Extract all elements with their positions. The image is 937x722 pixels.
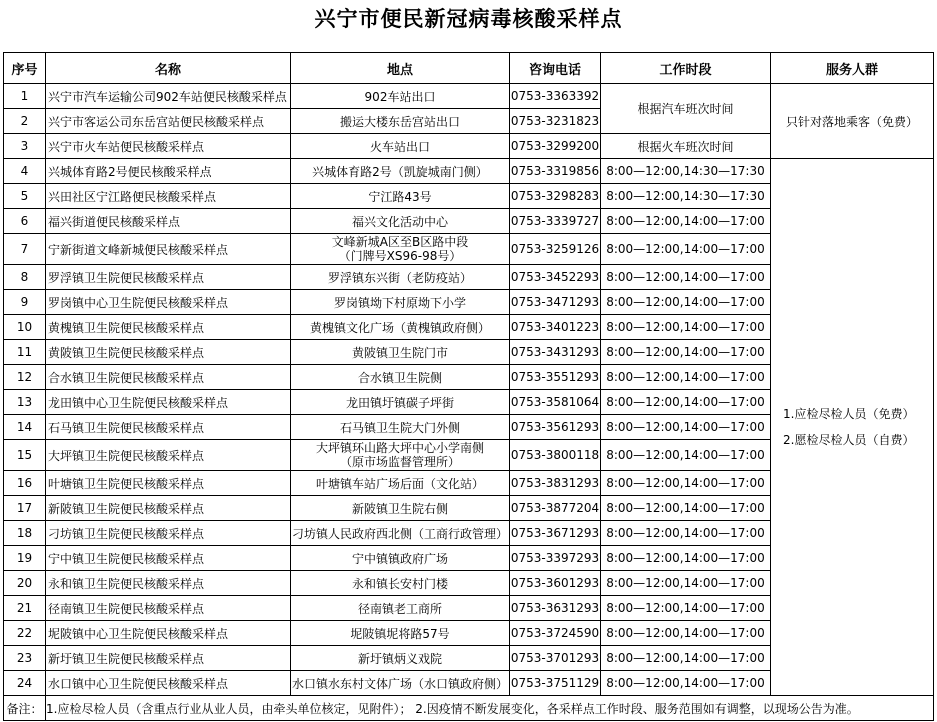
cell-phone: 0753-3397293 [510,546,601,571]
cell-no: 17 [4,496,46,521]
cell-name: 水口镇中心卫生院便民核酸采样点 [46,671,291,696]
cell-place: 新陂镇卫生院右侧 [291,496,510,521]
table-row [4,84,934,109]
cell-phone: 0753-3877204 [510,496,601,521]
cell-hours-merged: 根据火车班次时间 [601,134,771,159]
cell-hours: 8:00—12:00,14:00—17:00 [601,234,771,265]
cell-name: 福兴街道便民核酸采样点 [46,209,291,234]
cell-hours: 8:00—12:00,14:00—17:00 [601,671,771,696]
cell-place: 火车站出口 [291,134,510,159]
cell-place: 罗岗镇坳下村原坳下小学 [291,290,510,315]
cell-place: 石马镇卫生院大门外侧 [291,415,510,440]
cell-no: 18 [4,521,46,546]
cell-phone: 0753-3671293 [510,521,601,546]
cell-phone: 0753-3800118 [510,440,601,471]
cell-hours: 8:00—12:00,14:00—17:00 [601,471,771,496]
cell-hours: 8:00—12:00,14:00—17:00 [601,440,771,471]
cell-no: 24 [4,671,46,696]
cell-no: 13 [4,390,46,415]
cell-phone: 0753-3259126 [510,234,601,265]
cell-phone: 0753-3831293 [510,471,601,496]
cell-name: 龙田镇中心卫生院便民核酸采样点 [46,390,291,415]
cell-phone: 0753-3363392 [510,84,601,109]
cell-phone: 0753-3319856 [510,159,601,184]
cell-name: 兴田社区宁江路便民核酸采样点 [46,184,291,209]
cell-no: 2 [4,109,46,134]
note-text: 1.应检尽检人员（含重点行业从业人员，由牵头单位核定，见附件）； 2.因疫情不断发展变化，各采样点工作时段、服务范围如有调整，以现场公告为准。 [46,696,934,721]
cell-phone: 0753-3631293 [510,596,601,621]
cell-place: 黄槐镇文化广场（黄槐镇政府侧） [291,315,510,340]
cell-phone: 0753-3561293 [510,415,601,440]
header-no: 序号 [4,53,46,84]
cell-phone: 0753-3298283 [510,184,601,209]
cell-no: 21 [4,596,46,621]
header-place: 地点 [291,53,510,84]
cell-place: 刁坊镇人民政府西北侧（工商行政管理） [291,521,510,546]
cell-phone: 0753-3231823 [510,109,601,134]
cell-place [291,234,510,265]
cell-phone: 0753-3581064 [510,390,601,415]
cell-place: 新圩镇炳义戏院 [291,646,510,671]
cell-place-line-2: （原市场监督管理所） [339,455,460,469]
cell-no: 19 [4,546,46,571]
cell-no: 6 [4,209,46,234]
cell-hours: 8:00—12:00,14:00—17:00 [601,571,771,596]
cell-hours: 8:00—12:00,14:00—17:00 [601,265,771,290]
cell-hours: 8:00—12:00,14:30—17:30 [601,159,771,184]
cell-place: 合水镇卫生院侧 [291,365,510,390]
cell-name: 石马镇卫生院便民核酸采样点 [46,415,291,440]
cell-hours: 8:00—12:00,14:00—17:00 [601,390,771,415]
cell-name: 刁坊镇卫生院便民核酸采样点 [46,521,291,546]
cell-name: 叶塘镇卫生院便民核酸采样点 [46,471,291,496]
cell-no: 7 [4,234,46,265]
cell-name: 永和镇卫生院便民核酸采样点 [46,571,291,596]
cell-name: 兴宁市火车站便民核酸采样点 [46,134,291,159]
cell-no: 8 [4,265,46,290]
cell-phone: 0753-3431293 [510,340,601,365]
table-row [4,159,934,184]
cell-place [291,440,510,471]
cell-hours: 8:00—12:00,14:00—17:00 [601,290,771,315]
cell-hours: 8:00—12:00,14:00—17:00 [601,596,771,621]
header-name: 名称 [46,53,291,84]
cell-no: 14 [4,415,46,440]
cell-phone: 0753-3551293 [510,365,601,390]
service-line-2: 2.愿检尽检人员（自费） [783,433,915,447]
header-service: 服务人群 [771,53,934,84]
cell-place-line-2: （门牌号XS96-98号） [338,249,462,263]
cell-no: 20 [4,571,46,596]
cell-phone: 0753-3339727 [510,209,601,234]
cell-place: 水口镇水东村文体广场（水口镇政府侧） [291,671,510,696]
cell-place: 902车站出口 [291,84,510,109]
cell-hours: 8:00—12:00,14:00—17:00 [601,621,771,646]
cell-phone: 0753-3452293 [510,265,601,290]
cell-name: 兴宁市汽车运输公司902车站便民核酸采样点 [46,84,291,109]
cell-name: 新陂镇卫生院便民核酸采样点 [46,496,291,521]
cell-name: 罗岗镇中心卫生院便民核酸采样点 [46,290,291,315]
note-row [4,696,934,721]
cell-hours: 8:00—12:00,14:00—17:00 [601,340,771,365]
cell-name: 黄陂镇卫生院便民核酸采样点 [46,340,291,365]
cell-name: 大坪镇卫生院便民核酸采样点 [46,440,291,471]
cell-hours-merged: 根据汽车班次时间 [601,84,771,134]
cell-phone: 0753-3724590 [510,621,601,646]
service-line-1: 1.应检尽检人员（免费） [783,407,915,421]
cell-no: 11 [4,340,46,365]
cell-place: 兴城体育路2号（凯旋城南门侧） [291,159,510,184]
cell-hours: 8:00—12:00,14:00—17:00 [601,546,771,571]
cell-hours: 8:00—12:00,14:00—17:00 [601,365,771,390]
cell-no: 12 [4,365,46,390]
sampling-table [3,52,934,721]
cell-place-line-1: 文峰新城A区至B区路中段 [331,235,469,249]
cell-no: 15 [4,440,46,471]
cell-phone: 0753-3601293 [510,571,601,596]
title-gap [0,38,937,52]
cell-phone: 0753-3471293 [510,290,601,315]
cell-no: 23 [4,646,46,671]
cell-no: 1 [4,84,46,109]
cell-name: 坭陂镇中心卫生院便民核酸采样点 [46,621,291,646]
cell-hours: 8:00—12:00,14:00—17:00 [601,496,771,521]
cell-name: 合水镇卫生院便民核酸采样点 [46,365,291,390]
cell-no: 10 [4,315,46,340]
cell-place: 黄陂镇卫生院门市 [291,340,510,365]
cell-name: 罗浮镇卫生院便民核酸采样点 [46,265,291,290]
cell-place: 罗浮镇东兴街（老防疫站） [291,265,510,290]
cell-hours: 8:00—12:00,14:00—17:00 [601,521,771,546]
cell-no: 3 [4,134,46,159]
cell-phone: 0753-3401223 [510,315,601,340]
cell-name: 兴城体育路2号便民核酸采样点 [46,159,291,184]
cell-place: 福兴文化活动中心 [291,209,510,234]
cell-hours: 8:00—12:00,14:00—17:00 [601,415,771,440]
cell-hours: 8:00—12:00,14:00—17:00 [601,646,771,671]
cell-place: 径南镇老工商所 [291,596,510,621]
cell-no: 16 [4,471,46,496]
header-phone: 咨询电话 [510,53,601,84]
cell-no: 4 [4,159,46,184]
cell-hours: 8:00—12:00,14:00—17:00 [601,209,771,234]
cell-hours: 8:00—12:00,14:00—17:00 [601,315,771,340]
cell-no: 5 [4,184,46,209]
cell-name: 新圩镇卫生院便民核酸采样点 [46,646,291,671]
cell-phone: 0753-3751129 [510,671,601,696]
cell-place: 叶塘镇车站广场后面（文化站） [291,471,510,496]
cell-place: 搬运大楼东岳宫站出口 [291,109,510,134]
header-hours: 工作时段 [601,53,771,84]
cell-name: 径南镇卫生院便民核酸采样点 [46,596,291,621]
cell-name: 兴宁市客运公司东岳宫站便民核酸采样点 [46,109,291,134]
note-label: 备注： [4,696,46,721]
page-title: 兴宁市便民新冠病毒核酸采样点 [314,7,623,31]
cell-name: 宁中镇卫生院便民核酸采样点 [46,546,291,571]
cell-name: 黄槐镇卫生院便民核酸采样点 [46,315,291,340]
cell-phone: 0753-3299200 [510,134,601,159]
cell-no: 22 [4,621,46,646]
cell-place: 永和镇长安村门楼 [291,571,510,596]
cell-place: 龙田镇圩镇碳子坪街 [291,390,510,415]
cell-place: 坭陂镇坭将路57号 [291,621,510,646]
cell-no: 9 [4,290,46,315]
cell-service-merged [771,159,934,696]
cell-place: 宁中镇镇政府广场 [291,546,510,571]
cell-place-line-1: 大坪镇环山路大坪中心小学南侧 [315,441,484,455]
cell-phone: 0753-3701293 [510,646,601,671]
cell-place: 宁江路43号 [291,184,510,209]
cell-service-merged: 只针对落地乘客（免费） [771,84,934,159]
header-row [4,53,934,84]
cell-name: 宁新街道文峰新城便民核酸采样点 [46,234,291,265]
cell-hours: 8:00—12:00,14:30—17:30 [601,184,771,209]
